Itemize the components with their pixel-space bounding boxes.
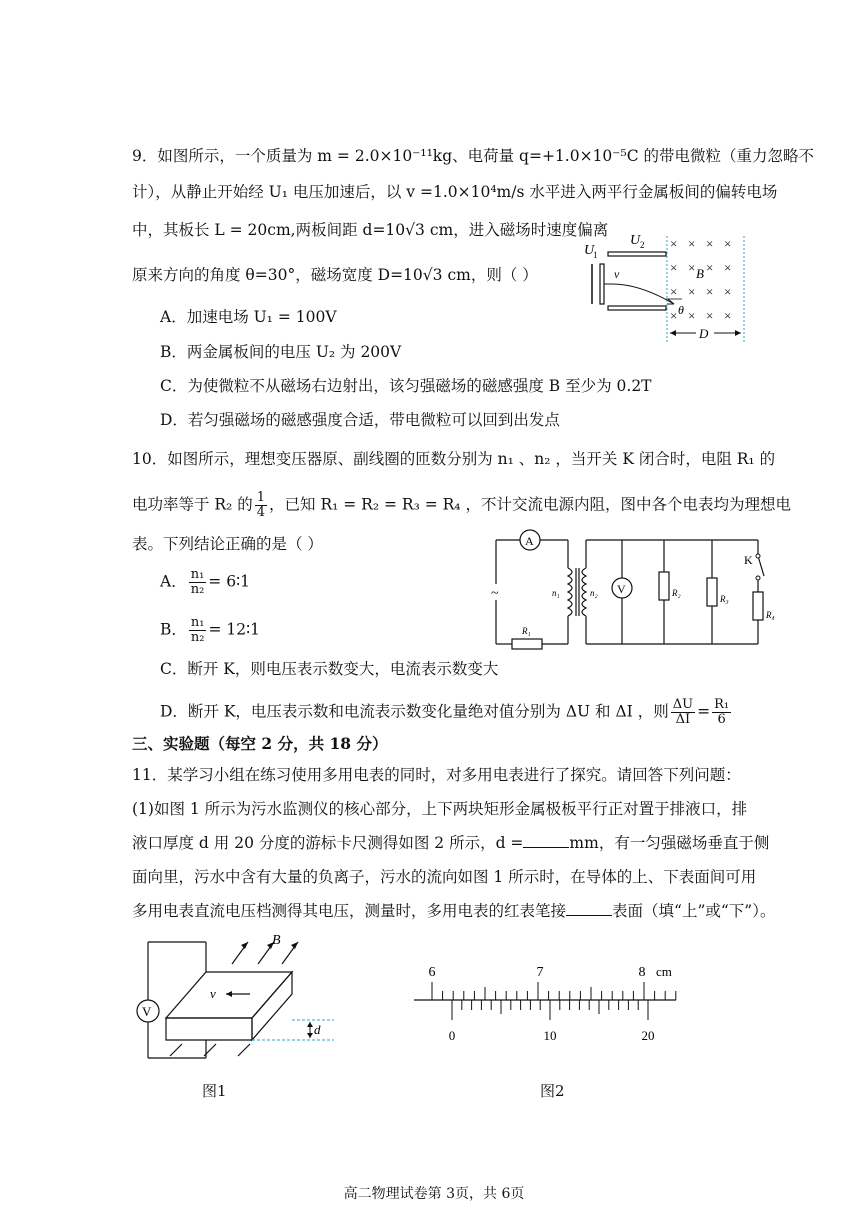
svg-text:×: × <box>688 260 696 275</box>
q9-option-d: D．若匀强磁场的磁感强度合适，带电微粒可以回到出发点 <box>160 411 560 429</box>
q9-line-3: 中，其板长 L = 20cm,两板间距 d=10√3 cm，进入磁场时速度偏离 <box>132 221 609 239</box>
svg-text:8: 8 <box>638 965 646 980</box>
figure-2-vernier <box>410 958 680 1048</box>
q10-option-b: B． $\frac{\text{n₁}}{\text{n₂}}$ = 12∶1 <box>160 615 261 645</box>
svg-text:6: 6 <box>428 965 436 980</box>
svg-text:B: B <box>696 266 704 281</box>
q10-line-2: 电功率等于 R₂ 的 $\frac{1}{4}$ ，已知 R₁ = R₂ = R₃ = R₄ ，不计交流电源内阻，图中各个电表均为理想电 <box>132 490 791 520</box>
q10-option-a: A． $\frac{\text{n₁}}{\text{n₂}}$ = 6∶1 <box>160 567 250 597</box>
svg-text:1: 1 <box>593 250 598 260</box>
svg-text:V: V <box>617 582 626 596</box>
svg-text:20: 20 <box>641 1028 655 1043</box>
svg-text:B: B <box>272 933 281 948</box>
q11-line-3: 液口厚度 d 用 20 分度的游标卡尺测得如图 2 所示，d = mm，有一匀强磁场垂直于侧 <box>132 834 770 852</box>
figure-2-caption: 图2 <box>540 1082 565 1100</box>
q9-line-2: 计），从静止开始经 U₁ 电压加速后，以 v =1.0×10⁴m/s 水平进入两平行金属板间的偏转电场 <box>132 183 778 201</box>
svg-text:×: × <box>670 236 678 251</box>
svg-text:×: × <box>688 236 696 251</box>
svg-text:×: × <box>706 284 714 299</box>
svg-text:n₂: n₂ <box>590 588 598 598</box>
svg-text:×: × <box>670 308 678 323</box>
svg-text:D: D <box>699 326 709 341</box>
svg-text:7: 7 <box>536 965 544 980</box>
q11-line-4: 面向里，污水中含有大量的负离子，污水的流向如图 1 所示时，在导体的上、下表面间可用 <box>132 868 757 886</box>
q11-line-5: 多用电表直流电压档测得其电压，测量时，多用电表的红表笔接 表面（填“上”或“下”）。 <box>132 902 776 920</box>
svg-text:×: × <box>706 308 714 323</box>
q10-line-1: 10．如图所示，理想变压器原、副线圈的匝数分别为 n₁ 、n₂ ，当开关 K 闭合时，电阻 R₁ 的 <box>132 450 776 468</box>
q10-option-d: D．断开 K，电压表示数和电流表示数变化量绝对值分别为 ΔU 和 ΔI ，则 $\frac{\Delta U}{\Delta I}$ = $\frac{\text{R₁}}{6}$ <box>160 697 730 727</box>
svg-text:R₂: R₂ <box>672 588 681 598</box>
q9-option-c: C．为使微粒不从磁场右边射出，该匀强磁场的磁感强度 B 至少为 0.2T <box>160 377 652 395</box>
svg-text:×: × <box>724 284 732 299</box>
svg-text:cm: cm <box>656 964 672 979</box>
q9-figure <box>578 228 758 346</box>
svg-text:A: A <box>525 534 534 548</box>
svg-text:×: × <box>724 308 732 323</box>
svg-text:0: 0 <box>448 1028 456 1043</box>
svg-text:K: K <box>744 553 753 567</box>
answer-blank-d[interactable] <box>523 833 569 848</box>
svg-text:n₁: n₁ <box>552 588 560 598</box>
q10-circuit-figure <box>486 526 784 650</box>
svg-text:R₃: R₃ <box>720 594 729 604</box>
svg-text:~: ~ <box>491 586 499 601</box>
svg-text:v: v <box>614 267 620 281</box>
q9-option-b: B．两金属板间的电压 U₂ 为 200V <box>160 343 402 361</box>
svg-text:×: × <box>724 236 732 251</box>
q9-line-4: 原来方向的角度 θ=30°，磁场宽度 D=10√3 cm，则（ ） <box>132 266 538 284</box>
fig-u1-label: U <box>584 243 595 258</box>
svg-text:×: × <box>670 260 678 275</box>
svg-text:2: 2 <box>640 240 645 250</box>
q9-option-a: A．加速电场 U₁ = 100V <box>160 308 337 326</box>
q10-option-c: C．断开 K，则电压表示数变大，电流表示数变大 <box>160 660 499 678</box>
svg-text:×: × <box>670 284 678 299</box>
fig-u2-label: U <box>630 233 641 248</box>
svg-text:V: V <box>142 1004 152 1019</box>
svg-text:R₁: R₁ <box>522 626 531 636</box>
figure-1-drawing <box>130 928 342 1062</box>
svg-text:×: × <box>688 284 696 299</box>
svg-text:10: 10 <box>543 1028 557 1043</box>
svg-text:d: d <box>314 1022 321 1037</box>
answer-blank-probe[interactable] <box>566 901 612 916</box>
svg-text:×: × <box>724 260 732 275</box>
q9-line-1: 9．如图所示，一个质量为 m = 2.0×10⁻¹¹kg、电荷量 q=+1.0×10⁻⁵C 的带电微粒（重力忽略不 <box>132 147 814 165</box>
svg-text:×: × <box>706 260 714 275</box>
svg-text:R₄: R₄ <box>766 610 775 620</box>
svg-text:v: v <box>210 986 216 1001</box>
q10-line-3: 表。下列结论正确的是（ ） <box>132 535 323 553</box>
figure-1-caption: 图1 <box>202 1082 227 1100</box>
page-footer: 高二物理试卷第 3页，共 6页 <box>343 1186 525 1202</box>
q11-line-2: (1)如图 1 所示为污水监测仪的核心部分，上下两块矩形金属极板平行正对置于排液口，排 <box>132 800 748 818</box>
section-3-heading: 三、实验题（每空 2 分，共 18 分） <box>132 734 388 753</box>
svg-text:×: × <box>706 236 714 251</box>
q11-line-1: 11．某学习小组在练习使用多用电表的同时，对多用电表进行了探究。请回答下列问题： <box>132 766 741 784</box>
svg-text:×: × <box>688 308 696 323</box>
svg-text:θ: θ <box>678 303 684 317</box>
